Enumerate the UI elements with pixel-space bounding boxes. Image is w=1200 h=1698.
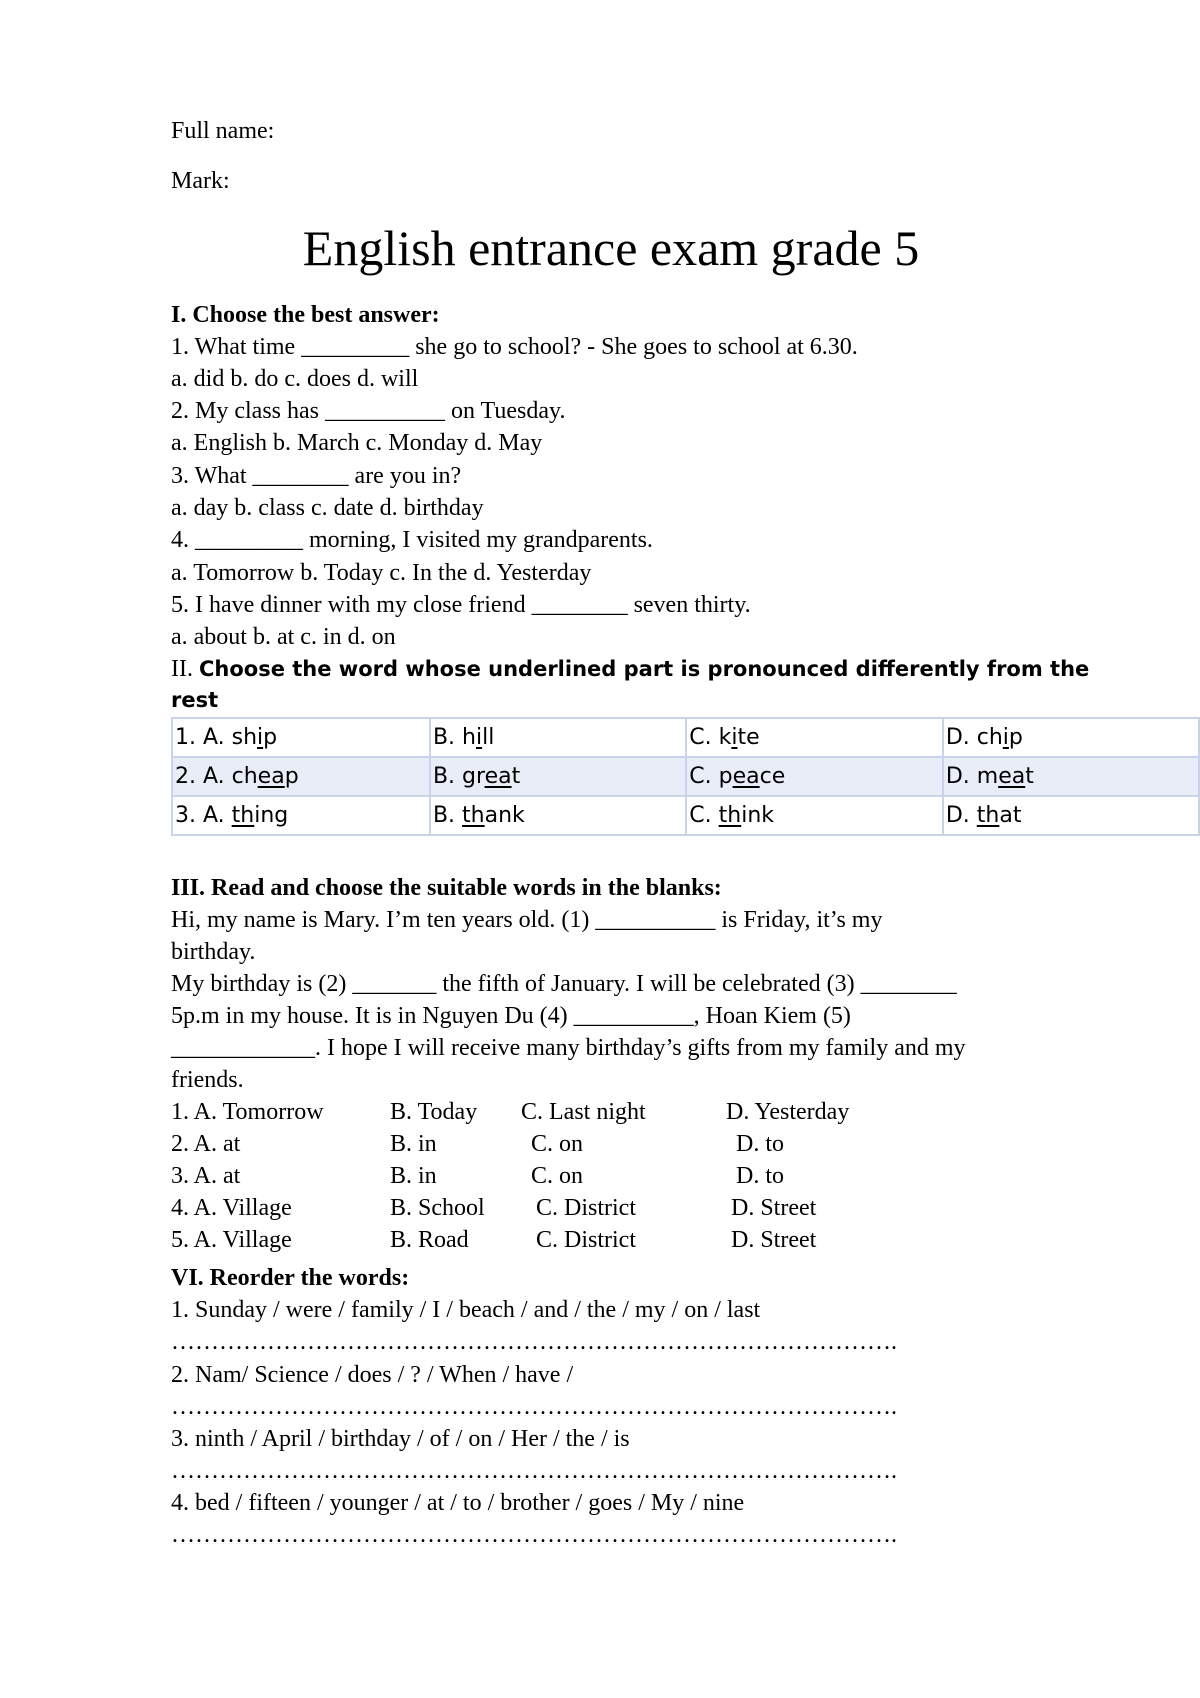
answer-option: C. District [536,1195,636,1221]
underlined-part: th [976,803,1000,828]
word-prefix: C. [689,803,719,828]
word-prefix: D. [945,803,977,828]
word-prefix: B. gr [432,764,485,789]
passage-line: ____________. I hope I will receive many birthday’s gifts from my family and my [171,1035,966,1061]
pronunciation-row [172,718,1199,757]
word-prefix: 1. A. sh [175,725,258,750]
options-2: a. English b. March c. Monday d. May [171,430,543,456]
full-name-label: Full name: [171,118,275,144]
reorder-item: 2. Nam/ Science / does / ? / When / have / [171,1362,574,1388]
underlined-part: i [1002,725,1009,750]
pronunciation-cell [430,796,686,835]
question-5: 5. I have dinner with my close friend ________ seven thirty. [171,592,751,618]
reorder-item: 1. Sunday / were / family / I / beach / and / the / my / on / last [171,1297,761,1323]
pronunciation-cell [172,796,430,835]
answer-option: D. Street [731,1227,817,1253]
word-suffix: t [511,764,521,789]
pronunciation-table [171,717,1200,836]
word-prefix: D. ch [945,725,1003,750]
word-prefix: B. [432,803,463,828]
answer-option: B. Road [390,1227,469,1253]
word-suffix: t [1025,764,1034,789]
word-prefix: D. m [945,764,999,789]
answer-option: B. in [390,1163,437,1189]
reorder-item: 4. bed / fifteen / younger / at / to / brother / goes / My / nine [171,1490,745,1516]
underlined-part: th [462,803,485,828]
answer-option: D. to [736,1163,784,1189]
answer-option: B. Today [390,1099,478,1125]
underlined-part: ea [484,764,512,789]
passage-line: My birthday is (2) _______ the fifth of January. I will be celebrated (3) ________ [171,971,957,997]
question-1: 1. What time _________ she go to school? - She goes to school at 6.30. [171,334,858,360]
answer-option: 1. A. Tomorrow [171,1099,324,1125]
answer-line: ………………………………………………………………………………. [171,1458,897,1484]
word-suffix: ank [484,803,525,828]
part2-heading-cont: rest [171,688,219,712]
answer-option: B. School [390,1195,485,1221]
word-suffix: p [284,764,299,789]
word-prefix: 3. A. [175,803,232,828]
pronunciation-cell [430,718,686,757]
options-1: a. did b. do c. does d. will [171,366,419,392]
answer-option: 5. A. Village [171,1227,292,1253]
part3-heading: III. Read and choose the suitable words in the blanks: [171,875,722,901]
underlined-part: i [475,725,483,750]
reorder-item: 3. ninth / April / birthday / of / on / Her / the / is [171,1426,630,1452]
page-title: English entrance exam grade 5 [302,220,920,276]
answer-option: C. Last night [521,1099,646,1125]
options-4: a. Tomorrow b. Today c. In the d. Yesterday [171,560,592,586]
underlined-part: i [257,725,264,750]
answer-option: C. on [531,1131,584,1157]
exam-page [171,0,1200,1698]
pronunciation-cell [686,796,943,835]
pronunciation-cell [686,757,943,796]
word-prefix: B. h [432,725,476,750]
answer-option: C. District [536,1227,636,1253]
word-suffix: te [737,725,760,750]
part2-heading-text: Choose the word whose underlined part is pronounced differently from the [198,657,1090,681]
pronunciation-cell [943,796,1199,835]
answer-line: ………………………………………………………………………………. [171,1522,897,1548]
answer-option: 3. A. at [171,1163,241,1189]
pronunciation-cell [943,718,1199,757]
answer-option: B. in [390,1131,437,1157]
question-2: 2. My class has __________ on Tuesday. [171,398,566,424]
question-3: 3. What ________ are you in? [171,463,462,489]
answer-option: 4. A. Village [171,1195,292,1221]
underlined-part: ea [998,764,1026,789]
pronunciation-cell [172,757,430,796]
passage-line: friends. [171,1067,244,1093]
word-suffix: ink [741,803,775,828]
passage-line: Hi, my name is Mary. I’m ten years old. (1) __________ is Friday, it’s my [171,907,883,933]
pronunciation-cell [686,718,943,757]
question-4: 4. _________ morning, I visited my grandparents. [171,527,653,553]
pronunciation-row [172,796,1199,835]
word-suffix: at [999,803,1022,828]
passage-line: 5p.m in my house. It is in Nguyen Du (4) __________, Hoan Kiem (5) [171,1003,851,1029]
part2-number: II. [171,656,199,682]
part1-heading: I. Choose the best answer: [171,302,440,328]
part2-heading [171,654,1089,684]
pronunciation-cell [943,757,1199,796]
mark-label: Mark: [171,168,230,194]
word-suffix: ce [759,764,786,789]
answer-line: ………………………………………………………………………………. [171,1394,897,1420]
word-prefix: 2. A. ch [175,764,258,789]
pronunciation-cell [172,718,430,757]
word-suffix: p [1008,725,1023,750]
underlined-part: i [731,725,738,750]
part4-heading: VI. Reorder the words: [171,1265,410,1291]
underlined-part: ea [257,764,285,789]
answer-option: D. Street [731,1195,817,1221]
passage-line: birthday. [171,939,256,965]
underlined-part: th [231,803,255,828]
underlined-part: th [718,803,742,828]
options-3: a. day b. class c. date d. birthday [171,495,484,521]
word-suffix: ing [254,803,289,828]
underlined-part: ea [732,764,760,789]
answer-option: D. to [736,1131,784,1157]
answer-option: 2. A. at [171,1131,241,1157]
pronunciation-cell [430,757,686,796]
pronunciation-row [172,757,1199,796]
word-suffix: p [263,725,278,750]
answer-line: ………………………………………………………………………………. [171,1329,897,1355]
word-prefix: C. k [689,725,732,750]
word-suffix: ll [482,725,495,750]
answer-option: C. on [531,1163,584,1189]
options-5: a. about b. at c. in d. on [171,624,396,650]
word-prefix: C. p [689,764,733,789]
answer-option: D. Yesterday [726,1099,850,1125]
